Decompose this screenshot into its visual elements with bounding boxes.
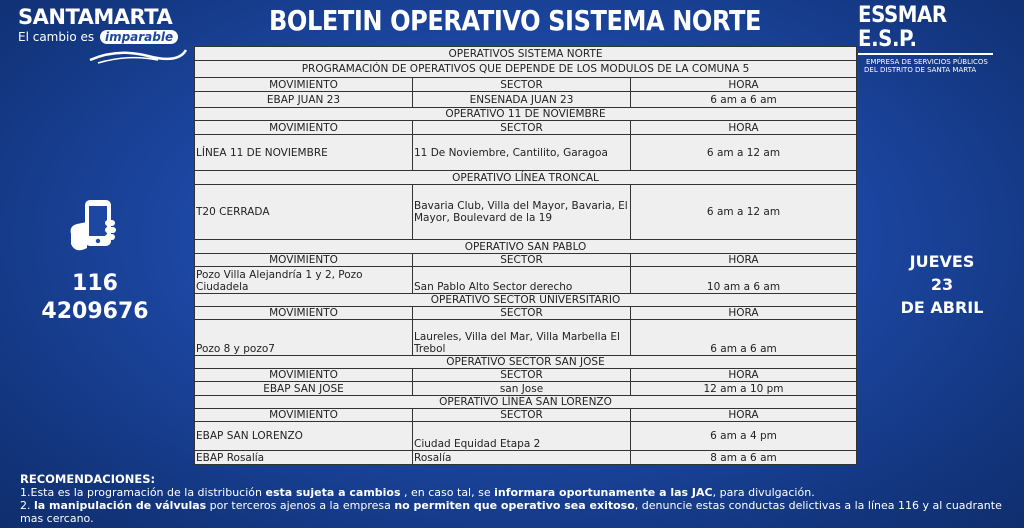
cell-sector: Laureles, Villa del Mar, Villa Marbella El Trebol	[413, 320, 631, 356]
cell-sector: San Pablo Alto Sector derecho	[413, 267, 631, 294]
santamarta-logo	[18, 6, 186, 66]
col-header-movimiento: MOVIMIENTO	[195, 307, 413, 320]
col-header-sector: SECTOR	[413, 121, 631, 135]
section-title: OPERATIVO LÍNEA SAN LORENZO	[195, 396, 857, 409]
date-month: DE ABRIL	[900, 298, 984, 317]
table-row	[195, 320, 857, 356]
recommendation-1	[20, 486, 1010, 499]
cell-sector: Bavaria Club, Villa del Mayor, Bavaria, El Mayor, Boulevard de la 19	[413, 185, 631, 240]
rec2-bold-b: la manipulación de válvulas	[34, 499, 207, 512]
essmar-sub2: DEL DISTRITO DE SANTA MARTA	[864, 66, 977, 74]
col-header-movimiento: MOVIMIENTO	[195, 121, 413, 135]
cell-hora: 6 am a 6 am	[631, 92, 857, 108]
table-row	[195, 451, 857, 465]
cell-sector: ENSENADA JUAN 23	[413, 92, 631, 108]
col-header-hora: HORA	[631, 409, 857, 422]
cell-sector: san Jose	[413, 382, 631, 396]
table-row	[195, 135, 857, 171]
cell-movimiento: EBAP Rosalía	[195, 451, 413, 465]
table-row	[195, 267, 857, 294]
tagline-badge: imparable	[100, 30, 178, 44]
col-header-hora: HORA	[631, 78, 857, 92]
page-title: BOLETIN OPERATIVO SISTEMA NORTE	[268, 4, 762, 37]
col-header-movimiento: MOVIMIENTO	[195, 254, 413, 267]
cell-movimiento: EBAP SAN JOSE	[195, 382, 413, 396]
date-day: 23	[930, 275, 954, 294]
cell-hora: 6 am a 12 am	[631, 135, 857, 171]
date-day-name: JUEVES	[909, 252, 975, 271]
col-header-hora: HORA	[631, 121, 857, 135]
rec1-text-e: , para divulgación.	[712, 486, 815, 499]
cell-hora: 8 am a 6 am	[631, 451, 857, 465]
section-title: OPERATIVO LÍNEA TRONCAL	[195, 171, 857, 185]
essmar-brand: ESSMAR E.S.P.	[858, 4, 993, 55]
rec2-bold-d: no permiten que operativo sea exitoso	[394, 499, 635, 512]
wave-icon	[88, 46, 188, 64]
cell-movimiento: Pozo 8 y pozo7	[195, 320, 413, 356]
phone-line-2: 4209676	[41, 299, 149, 324]
essmar-sub1: EMPRESA DE SERVICIOS PÚBLICOS	[866, 58, 988, 66]
table-title: OPERATIVOS SISTEMA NORTE	[195, 47, 857, 61]
recommendations	[20, 473, 1010, 525]
col-header-sector: SECTOR	[413, 78, 631, 92]
col-header-sector: SECTOR	[413, 254, 631, 267]
santamarta-tagline	[18, 30, 186, 44]
col-header-sector: SECTOR	[413, 409, 631, 422]
rec1-text-c: , en caso tal, se	[400, 486, 495, 499]
col-header-movimiento: MOVIMIENTO	[195, 409, 413, 422]
cell-movimiento: LÍNEA 11 DE NOVIEMBRE	[195, 135, 413, 171]
rec1-bold-d: informara oportunamente a las JAC	[494, 486, 713, 499]
cell-movimiento: EBAP JUAN 23	[195, 92, 413, 108]
cell-hora: 6 am a 12 am	[631, 185, 857, 240]
rec1-text-a: 1.Esta es la programación de la distribución	[20, 486, 266, 499]
table-row	[195, 92, 857, 108]
table-subtitle: PROGRAMACIÓN DE OPERATIVOS QUE DEPENDE DE LOS MODULOS DE LA COMUNA 5	[195, 61, 857, 78]
col-header-movimiento: MOVIMIENTO	[195, 78, 413, 92]
cell-hora: 12 am a 10 pm	[631, 382, 857, 396]
rec2-text-e: , denuncie estas conductas delictivas a la línea 116 y al cuadrante mas cercano.	[20, 499, 1002, 525]
table-row	[195, 185, 857, 240]
col-header-hora: HORA	[631, 369, 857, 382]
phone-icon	[67, 198, 123, 256]
operations-table	[194, 46, 857, 465]
contact-block	[40, 198, 150, 326]
santamarta-brand: SANTAMARTA	[18, 5, 173, 29]
col-header-movimiento: MOVIMIENTO	[195, 369, 413, 382]
cell-hora: 6 am a 6 am	[631, 320, 857, 356]
section-title: OPERATIVO SECTOR UNIVERSITARIO	[195, 294, 857, 307]
col-header-hora: HORA	[631, 254, 857, 267]
section-title: OPERATIVO 11 DE NOVIEMBRE	[195, 108, 857, 121]
section-title: OPERATIVO SAN PABLO	[195, 240, 857, 254]
cell-hora: 6 am a 4 pm	[631, 422, 857, 451]
date-block	[892, 250, 992, 319]
cell-sector: Rosalía	[413, 451, 631, 465]
table-row	[195, 382, 857, 396]
cell-sector: 11 De Noviembre, Cantilito, Garagoa	[413, 135, 631, 171]
table-row	[195, 422, 857, 451]
cell-movimiento: T20 CERRADA	[195, 185, 413, 240]
recommendations-heading: RECOMENDACIONES:	[20, 472, 156, 486]
cell-sector: Ciudad Equidad Etapa 2	[413, 422, 631, 451]
cell-hora: 10 am a 6 am	[631, 267, 857, 294]
col-header-sector: SECTOR	[413, 369, 631, 382]
cell-movimiento: Pozo Villa Alejandría 1 y 2, Pozo Ciudadela	[195, 267, 413, 294]
rec2-text-c: por terceros ajenos a la empresa	[206, 499, 395, 512]
cell-movimiento: EBAP SAN LORENZO	[195, 422, 413, 451]
col-header-sector: SECTOR	[413, 307, 631, 320]
rec2-text-a: 2.	[20, 499, 34, 512]
section-title: OPERATIVO SECTOR SAN JOSE	[195, 356, 857, 369]
col-header-hora: HORA	[631, 307, 857, 320]
recommendation-2	[20, 499, 1010, 525]
essmar-logo	[858, 4, 1008, 74]
rec1-bold-b: esta sujeta a cambios	[265, 486, 401, 499]
tagline-prefix: El cambio es	[18, 30, 95, 44]
phone-line-1: 116	[72, 271, 118, 296]
